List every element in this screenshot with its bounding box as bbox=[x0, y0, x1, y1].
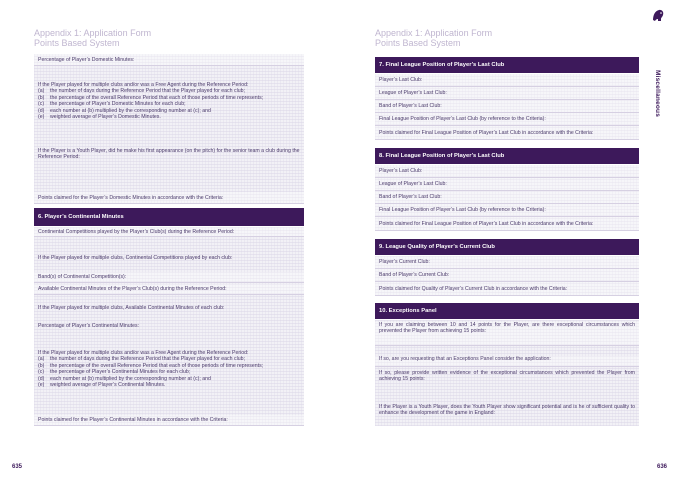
continental-comps-field[interactable]: Continental Competitions played by the Player’s Club(s) during the Reference Period: bbox=[34, 227, 304, 237]
page-title bbox=[375, 28, 492, 48]
domestic-pct-field[interactable]: Percentage of Player’s Domestic Minutes: bbox=[34, 54, 304, 66]
list-item: (c) the percentage of Player’s Domestic Minutes for each club; bbox=[38, 101, 186, 108]
list-item: (d) each number at (b) multiplied by the corresponding number at (c); and bbox=[38, 107, 211, 114]
form-field[interactable]: League of Player’s Last Club: bbox=[375, 178, 639, 191]
multi-clubs-block[interactable] bbox=[34, 82, 304, 120]
exceptions-request-field[interactable]: If so, are you requesting that an Exceptions Panel consider the application: bbox=[375, 356, 639, 367]
list-item: (a) the number of days during the Reference Period that the Player played for each club; bbox=[38, 356, 245, 363]
youth-player-field[interactable]: If the Player is a Youth Player, did he make his first appearance (on the pitch) for the senior team a club during the Reference Period: bbox=[38, 148, 300, 161]
title-line-2: Points Based System bbox=[34, 38, 120, 48]
form-field[interactable]: Player’s Current Club: bbox=[375, 256, 639, 269]
lion-crest-icon bbox=[650, 7, 666, 23]
title-line-2: Points Based System bbox=[375, 38, 461, 48]
continental-pct-field[interactable]: Percentage of Player’s Continental Minutes: bbox=[38, 323, 140, 329]
form-field[interactable]: Player’s Last Club: bbox=[375, 165, 639, 178]
section-header-9: 9. League Quality of Player’s Current Club bbox=[375, 239, 639, 255]
section-header-continental: 6. Player’s Continental Minutes bbox=[34, 208, 304, 226]
title-line-1: Appendix 1: Application Form bbox=[34, 28, 152, 38]
form-field[interactable]: Final League Position of Player’s Last Club (by reference to the Criteria): bbox=[375, 113, 639, 126]
list-item: (b) the percentage of the overall Reference Period that each of those periods of time represents; bbox=[38, 94, 264, 101]
form-field[interactable]: Final League Position of Player’s Last Club (by reference to the Criteria): bbox=[375, 204, 639, 217]
list-item: (c) the percentage of Player’s Continental Minutes for each club; bbox=[38, 369, 191, 376]
right-page bbox=[340, 0, 680, 483]
list-item: (d) each number at (b) multiplied by the corresponding number at (c); and bbox=[38, 375, 211, 382]
multi-clubs-continental-block[interactable] bbox=[34, 350, 304, 388]
multi-clubs-intro: If the Player played for multiple clubs and/or was a Free Agent during the Reference Period: bbox=[38, 82, 249, 88]
youth-potential-field[interactable]: If the Player is a Youth Player, does the Youth Player show significant potential and is he of sufficient quality to enhance the development of the game in England: bbox=[379, 404, 635, 417]
section-header-10: 10. Exceptions Panel bbox=[375, 303, 639, 319]
continental-claimed-field[interactable]: Points claimed for the Player’s Continental Minutes in accordance with the Criteria: bbox=[34, 415, 304, 426]
title-line-1: Appendix 1: Application Form bbox=[375, 28, 493, 38]
list-item: (a) the number of days during the Reference Period that the Player played for each club; bbox=[38, 88, 245, 95]
page-number: 636 bbox=[657, 464, 668, 470]
list-item: (b) the percentage of the overall Reference Period that each of those periods of time represents; bbox=[38, 362, 264, 369]
section-7-form bbox=[375, 74, 639, 140]
form-field[interactable]: Band of Player’s Last Club: bbox=[375, 100, 639, 113]
form-field[interactable]: Band of Player’s Current Club: bbox=[375, 269, 639, 282]
section-side-tab: Miscellaneous bbox=[654, 70, 661, 118]
section-header-7: 7. Final League Position of Player’s Last Club bbox=[375, 57, 639, 73]
form-field[interactable]: Band of Player’s Last Club: bbox=[375, 191, 639, 204]
page-title bbox=[34, 28, 151, 48]
section-10-form bbox=[375, 320, 639, 426]
list-item: (e) weighted average of Player’s Domestic Minutes. bbox=[38, 114, 161, 121]
exceptions-evidence-field[interactable]: If so, please provide written evidence of the exceptional circumstances which prevented the Player from achieving 15 points: bbox=[379, 370, 635, 383]
multi-clubs-list bbox=[38, 88, 300, 120]
section-9-form bbox=[375, 256, 639, 296]
form-field[interactable]: Points claimed for Final League Position of Player’s Last Club in accordance with the Criteria: bbox=[375, 126, 639, 140]
domestic-minutes-form bbox=[34, 54, 304, 204]
page-number: 635 bbox=[12, 464, 23, 470]
domestic-claimed-field[interactable]: Points claimed for the Player’s Domestic Minutes in accordance with the Criteria: bbox=[34, 192, 304, 204]
available-minutes-field[interactable]: Available Continental Minutes of the Player’s Club(s) during the Reference Period: bbox=[34, 284, 304, 295]
form-field[interactable]: Points claimed for Quality of Player’s Current Club in accordance with the Criteria: bbox=[375, 282, 639, 296]
multi-available-field[interactable]: If the Player played for multiple clubs, Available Continental Minutes of each club: bbox=[38, 305, 225, 311]
multi-comps-field[interactable]: If the Player played for multiple clubs, Continental Competitions played by each club: bbox=[38, 255, 233, 261]
section-8-form bbox=[375, 165, 639, 231]
list-item: (e) weighted average of Player’s Continental Minutes. bbox=[38, 382, 166, 389]
form-field[interactable]: Player’s Last Club: bbox=[375, 74, 639, 87]
form-field[interactable]: League of Player’s Last Club: bbox=[375, 87, 639, 100]
continental-minutes-form bbox=[34, 227, 304, 426]
form-field[interactable]: Points claimed for Final League Position of Player’s Last Club in accordance with the Criteria: bbox=[375, 217, 639, 231]
bands-field[interactable]: Band(s) of Continental Competition(s): bbox=[34, 272, 304, 283]
multi-clubs-intro: If the Player played for multiple clubs and/or was a Free Agent during the Reference Period: bbox=[38, 350, 249, 356]
exceptions-circumstances-field[interactable]: If you are claiming between 10 and 14 points for the Player, are there exceptional circumstances which prevented the Player from achieving 15 points: bbox=[375, 322, 639, 346]
section-header-8: 8. Final League Position of Player’s Last Club bbox=[375, 148, 639, 164]
multi-clubs-list bbox=[38, 356, 300, 388]
